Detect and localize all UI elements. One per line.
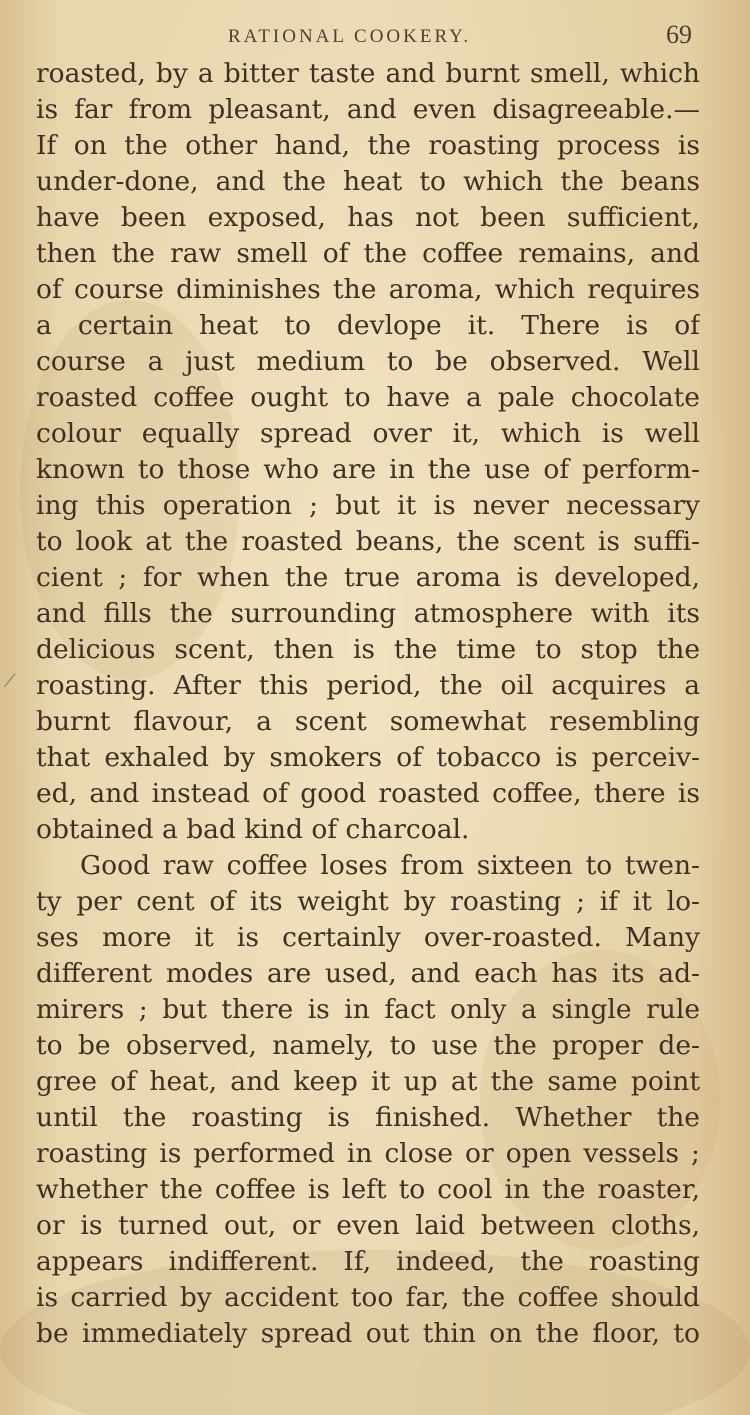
running-head (0, 20, 750, 52)
text-line: ing this operation ; but it is never necessary (36, 490, 700, 521)
text-line: a certain heat to devlope it. There is of (36, 310, 700, 341)
text-line: ses more it is certainly over-roasted. Many (36, 922, 700, 953)
running-title: RATIONAL COOKERY. (228, 26, 472, 47)
text-line-paragraph-start: Good raw coffee loses from sixteen to twen- (80, 850, 700, 881)
text-line: ty per cent of its weight by roasting ; if it lo- (36, 886, 700, 917)
text-line: under-done, and the heat to which the beans (36, 166, 700, 197)
text-line: until the roasting is finished. Whether the (36, 1102, 700, 1133)
text-line: If on the other hand, the roasting process is (36, 130, 700, 161)
text-line: of course diminishes the aroma, which requires (36, 274, 700, 305)
text-line: delicious scent, then is the time to stop the (36, 634, 700, 665)
body-text (36, 56, 700, 1352)
text-line-paragraph-end: obtained a bad kind of charcoal. (36, 814, 470, 845)
text-line: roasted coffee ought to have a pale chocolate (36, 382, 700, 413)
text-line: roasting. After this period, the oil acquires a (36, 670, 700, 701)
text-line: have been exposed, has not been sufficient, (36, 202, 700, 233)
text-line: to be observed, namely, to use the proper de- (36, 1030, 700, 1061)
text-line: cient ; for when the true aroma is developed, (36, 562, 700, 593)
text-line: whether the coffee is left to cool in the roaster, (36, 1174, 700, 1205)
text-line: and fills the surrounding atmosphere with its (36, 598, 700, 629)
page-number: 69 (666, 20, 692, 49)
text-line: mirers ; but there is in fact only a single rule (36, 994, 700, 1025)
text-line: is far from pleasant, and even disagreeable.— (36, 94, 700, 125)
text-line: then the raw smell of the coffee remains, and (36, 238, 700, 269)
text-line: to look at the roasted beans, the scent is suffi- (36, 526, 700, 557)
text-line: roasted, by a bitter taste and burnt smell, which (36, 58, 700, 89)
text-line: that exhaled by smokers of tobacco is perceiv- (36, 742, 700, 773)
text-line: known to those who are in the use of perform- (36, 454, 700, 485)
text-line: course a just medium to be observed. Well (36, 346, 700, 377)
text-line: gree of heat, and keep it up at the same point (36, 1066, 700, 1097)
text-line: be immediately spread out thin on the floor, to (36, 1318, 700, 1349)
text-line: ed, and instead of good roasted coffee, there is (36, 778, 700, 809)
text-line: burnt flavour, a scent somewhat resembling (36, 706, 700, 737)
margin-pencil-mark: / (1, 667, 18, 695)
text-line: appears indifferent. If, indeed, the roasting (36, 1246, 700, 1277)
text-line: colour equally spread over it, which is well (36, 418, 700, 449)
text-line: roasting is performed in close or open vessels ; (36, 1138, 700, 1169)
text-line: is carried by accident too far, the coffee should (36, 1282, 700, 1313)
text-line: different modes are used, and each has its ad- (36, 958, 700, 989)
text-line: or is turned out, or even laid between cloths, (36, 1210, 700, 1241)
